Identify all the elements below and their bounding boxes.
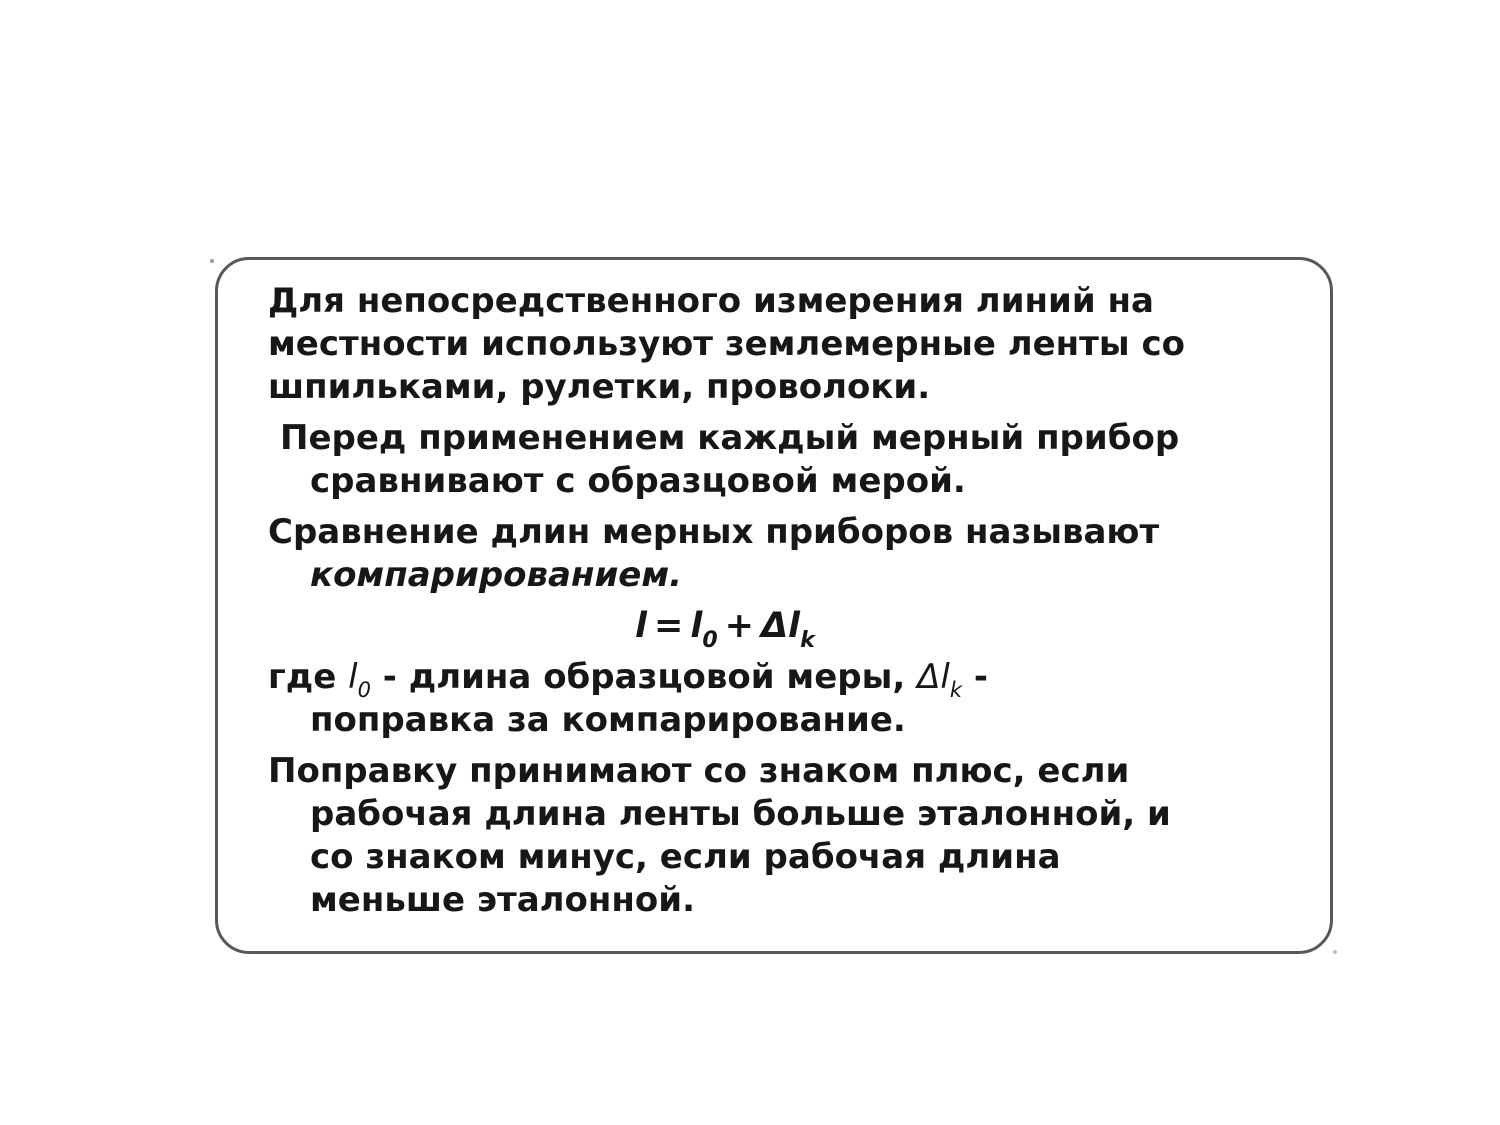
paragraph-intro <box>268 280 1302 409</box>
corner-artifact-dot-bottomright <box>1333 950 1337 954</box>
slide-text-content <box>218 260 1330 922</box>
formula <box>635 605 1302 653</box>
text-line: рабочая длина ленты больше эталонной, и <box>310 794 1171 834</box>
where-tail-dash: - <box>962 657 988 697</box>
text-line: Сравнение длин мерных приборов называют <box>268 512 1160 552</box>
formula-lhs: l <box>635 606 647 646</box>
where-label: где <box>268 657 349 697</box>
formula-dlk-base: Δl <box>760 606 801 646</box>
text-line: меньше эталонной. <box>310 880 695 920</box>
text-line-italic-term: компарированием. <box>310 555 683 595</box>
formula-l0-base: l <box>690 606 703 646</box>
text-line: сравнивают с образцовой мерой. <box>310 461 966 501</box>
equals-sign: = <box>654 606 684 646</box>
text-line: Перед применением каждый мерный прибор <box>280 418 1180 458</box>
formula-l0: l0 <box>690 606 718 653</box>
text-line: Для непосредственного измерения линий на <box>268 281 1154 321</box>
inline-math-dlk-base: Δl <box>917 657 950 697</box>
text-line: со знаком минус, если рабочая длина <box>310 837 1061 877</box>
text-line: Поправку принимают со знаком плюс, если <box>268 751 1130 791</box>
paragraph-where <box>268 656 1302 742</box>
plus-sign: + <box>724 606 754 646</box>
text-line: шпильками, рулетки, проволоки. <box>268 367 931 407</box>
inline-math-l0: l0 <box>348 657 371 702</box>
text-line-with-math <box>268 656 1302 702</box>
inline-math-l0-base: l <box>348 657 358 697</box>
text-line: местности используют землемерные ленты со <box>268 324 1185 364</box>
where-mid-text: - длина образцовой меры, <box>370 657 918 697</box>
text-line: поправка за компарирование. <box>310 700 906 740</box>
corner-artifact-dot-topleft <box>210 259 214 263</box>
formula-dlk: Δlk <box>760 606 815 653</box>
paragraph-correction-sign <box>268 750 1302 922</box>
paragraph-comparison <box>268 511 1302 597</box>
content-card <box>215 257 1333 954</box>
paragraph-before-use <box>268 417 1302 503</box>
inline-math-dlk: Δlk <box>917 657 963 702</box>
